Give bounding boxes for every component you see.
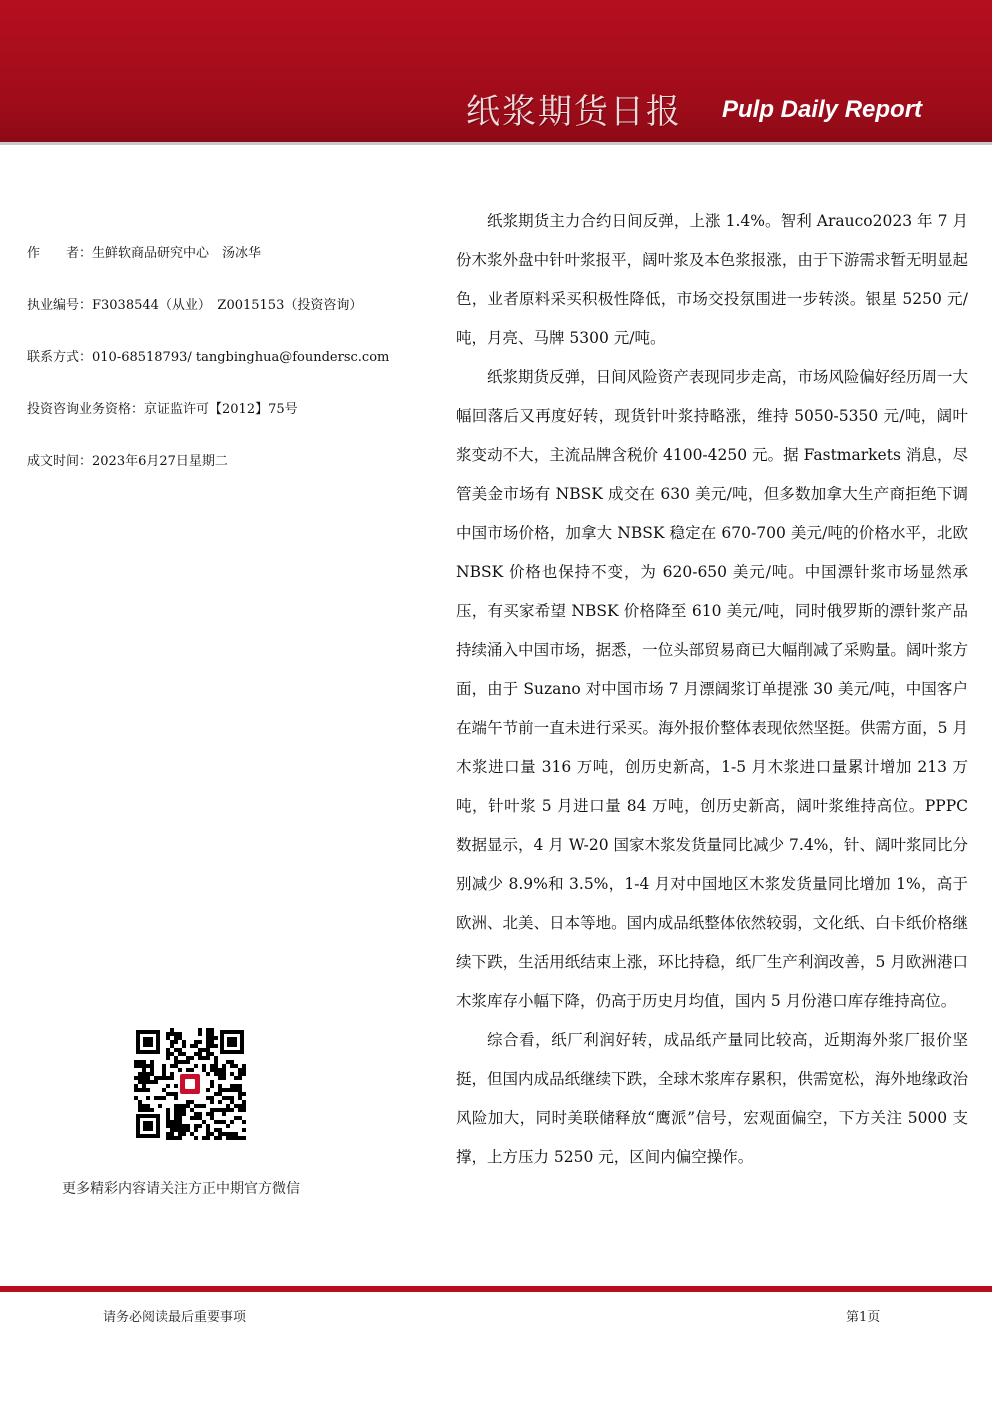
contact-line: 联系方式：010-68518793/ tangbinghua@foundersc.com [27,350,390,365]
footer-disclaimer: 请务必阅读最后重要事项 [103,1310,247,1325]
paragraph-3: 综合看，纸厂利润好转，成品纸产量同比较高，近期海外浆厂报价坚挺，但国内成品纸继续下跌，全球木浆库存累积，供需宽松，海外地缘政治风险加大，同时美联储释放“鹰派”信号，宏观面偏空，下方关注 5000 支撑，上方压力 5250 元，区间内偏空操作。 [456,1031,968,1166]
paragraph-2: 纸浆期货反弹，日间风险资产表现同步走高，市场风险偏好经历周一大幅回落后又再度好转，现货针叶浆持略涨，维持 5050-5350 元/吨，阔叶浆变动不大，主流品牌含税价 4100-4250 元。据 Fastmarkets 消息，尽管美金市场有 NBSK 成交在 630 美元/吨，但多数加拿大生产商拒绝下调中国市场价格，加拿大 NBSK 稳定在 670-700 美元/吨的价格水平，北欧 NBSK 价格也保持不变，为 620-650 美元/吨。中国漂针浆市场显然承压，有买家希望 NBSK 价格降至 610 美元/吨，同时俄罗斯的漂针浆产品持续涌入中国市场，据悉，一位头部贸易商已大幅削减了采购量。阔叶浆方面，由于 Suzano 对中国市场 7 月漂阔浆订单提涨 30 美元/吨，中国客户在端午节前一直未进行采买。海外报价整体表现依然坚挺。供需方面，5 月木浆进口量 316 万吨，创历史新高，1-5 月木浆进口量累计增加 213 万吨，针叶浆 5 月进口量 84 万吨，创历史新高，阔叶浆维持高位。PPPC 数据显示，4 月 W-20 国家木浆发货量同比减少 7.4%，针、阔叶浆同比分别减少 8.9%和 3.5%，1-4 月对中国地区木浆发货量同比增加 1%，高于欧洲、北美、日本等地。国内成品纸整体依然较弱，文化纸、白卡纸价格继续下跌，生活用纸结束上涨，环比持稳，纸厂生产利润改善，5 月欧洲港口木浆库存小幅下降，仍高于历史月均值，国内 5 月份港口库存维持高位。 [456,368,968,1010]
license-line: 执业编号：F3038544（从业） Z0015153（投资咨询） [27,298,363,313]
qr-code-icon [134,1028,246,1140]
author-line: 作 者：生鲜软商品研究中心 汤冰华 [27,246,262,261]
footer-divider [0,1286,992,1292]
date-line: 成文时间：2023年6月27日星期二 [27,454,228,469]
page-number: 第1页 [846,1310,881,1325]
author-info [27,240,427,500]
paragraph-1: 纸浆期货主力合约日间反弹，上涨 1.4%。智利 Arauco2023 年 7 月份木浆外盘中针叶浆报平，阔叶浆及本色浆报涨，由于下游需求暂无明显起色，业者原料采买积极性降低，市场交投氛围进一步转淡。银星 5250 元/吨，月亮、马牌 5300 元/吨。 [456,212,968,347]
report-title-en: Pulp Daily Report [722,96,923,123]
qr-caption: 更多精彩内容请关注方正中期官方微信 [62,1181,300,1197]
report-title-cn: 纸浆期货日报 [466,92,682,132]
qualification-line: 投资咨询业务资格：京证监许可【2012】75号 [27,402,298,417]
report-body [456,202,968,1177]
header-divider [0,142,992,145]
